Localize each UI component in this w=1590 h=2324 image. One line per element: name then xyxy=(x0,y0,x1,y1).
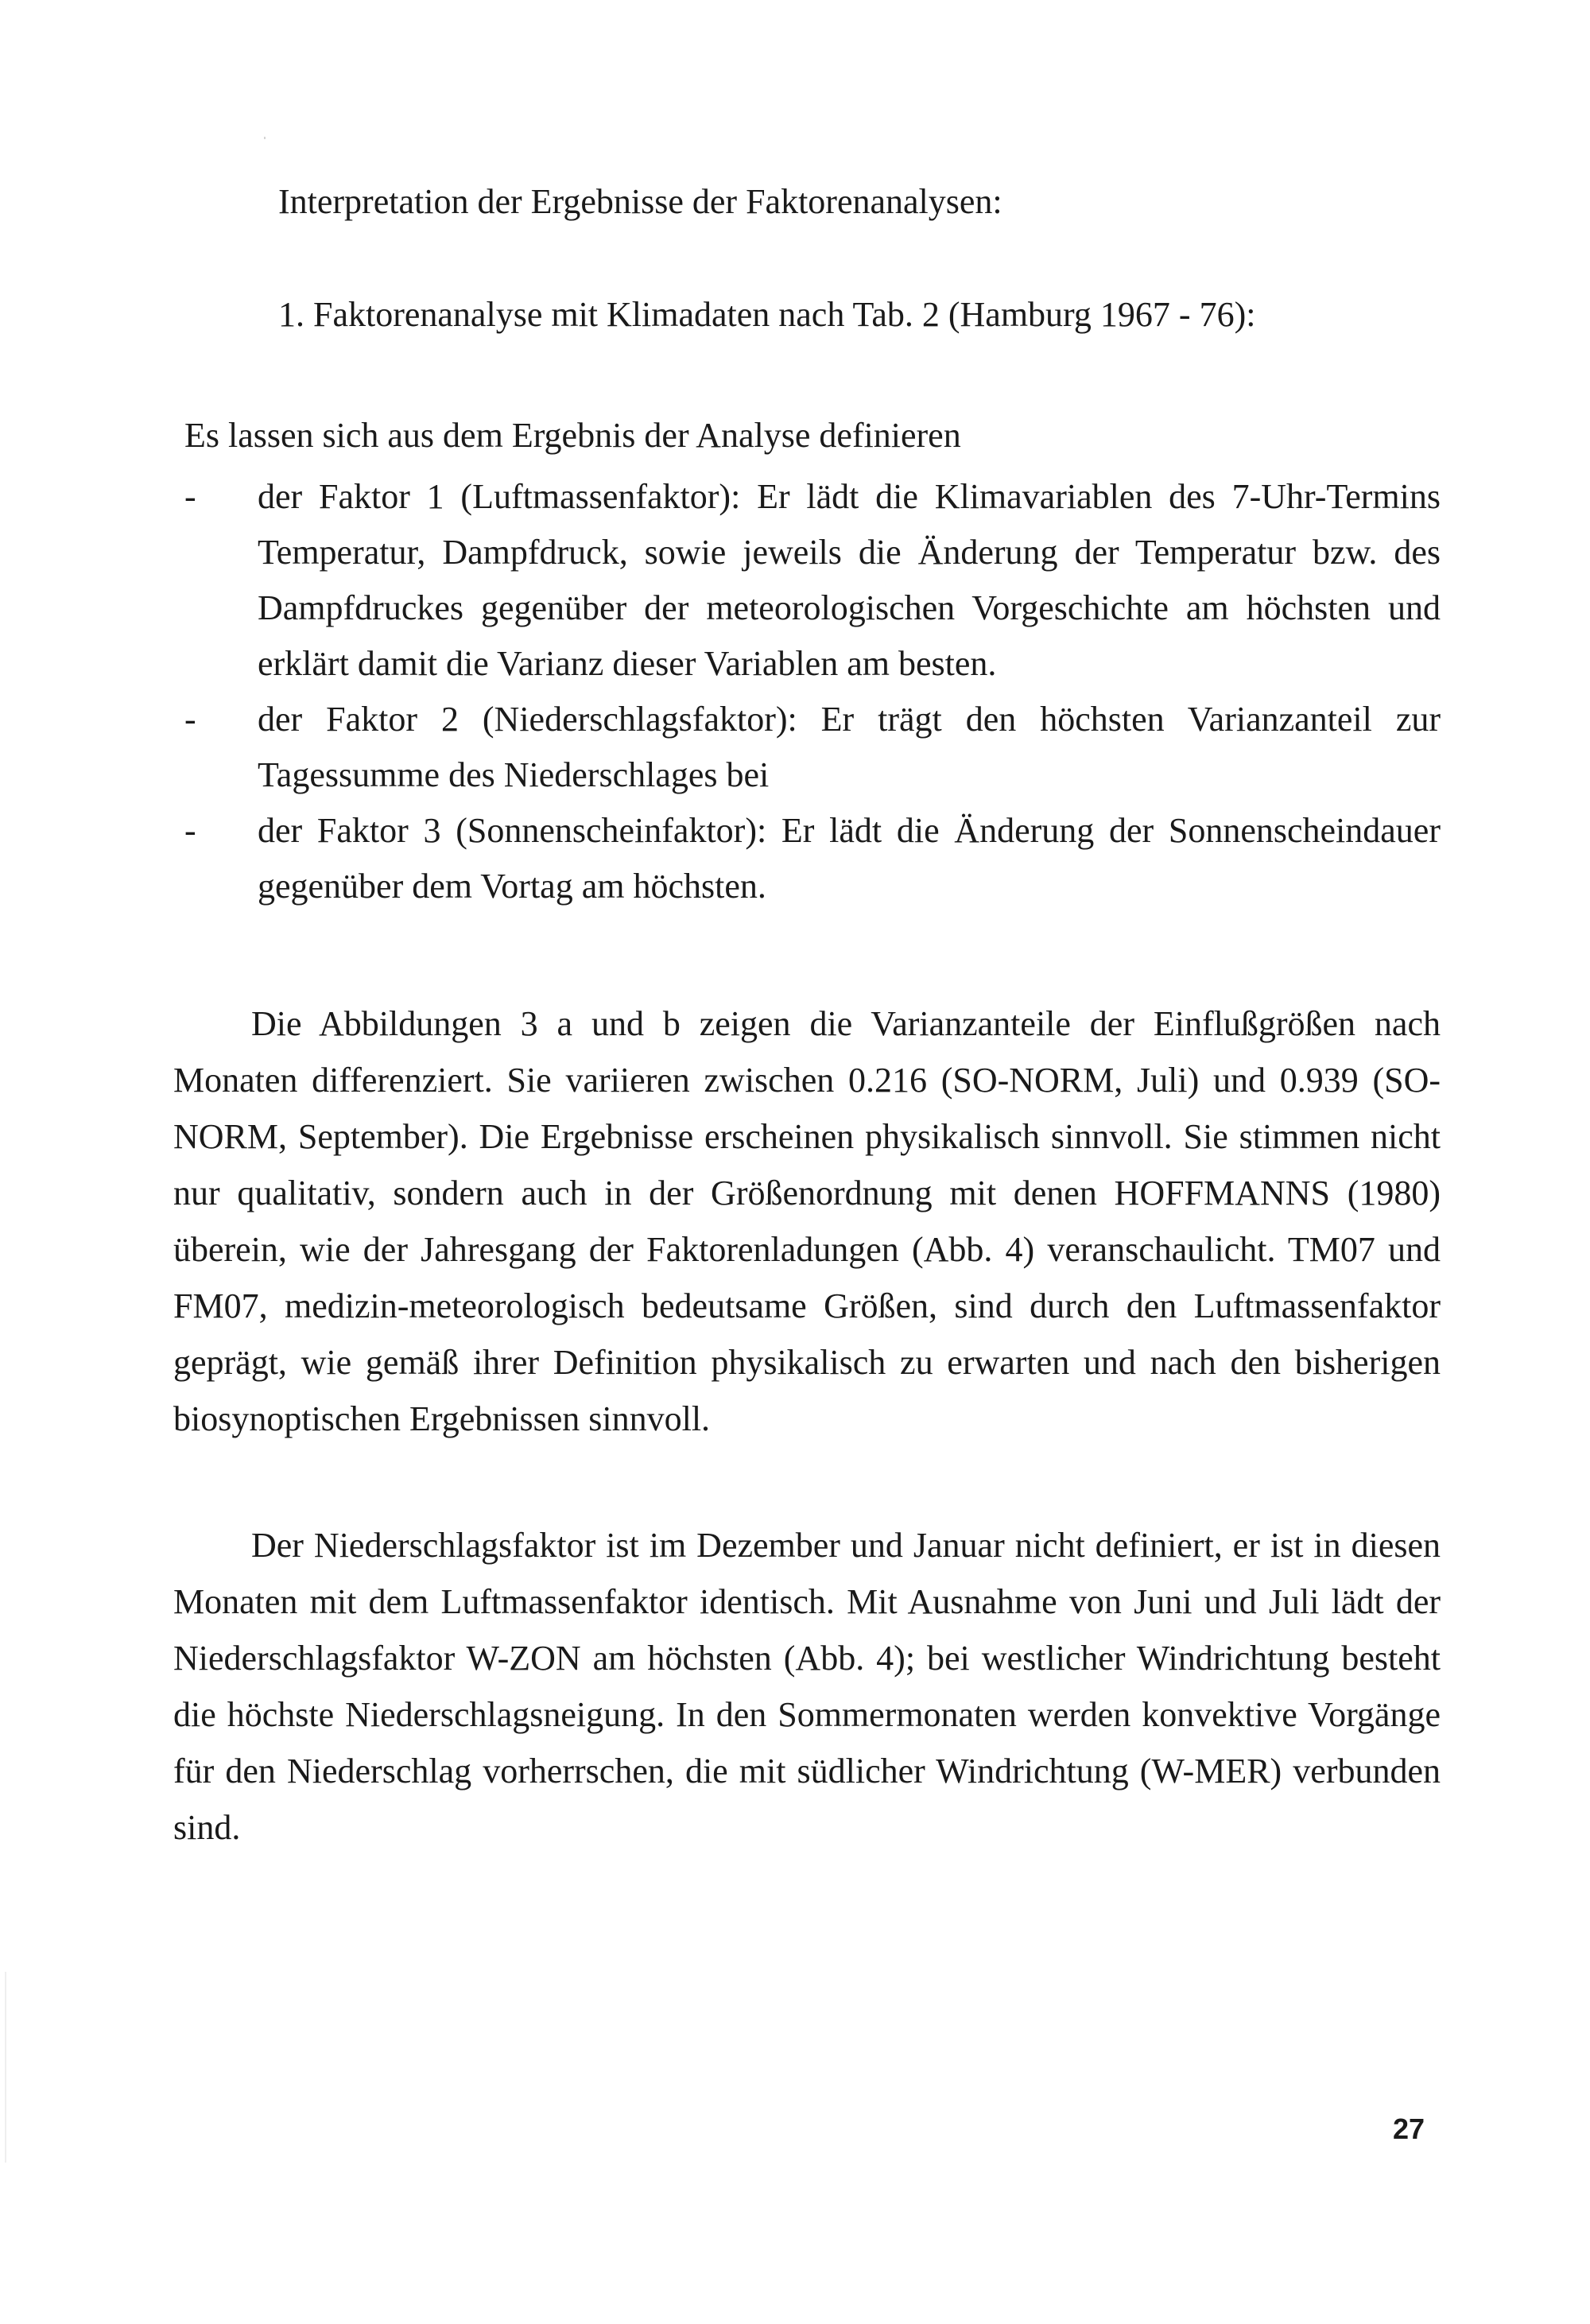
dash-marker: - xyxy=(184,477,196,516)
list-item-factor-2 xyxy=(184,692,1441,803)
scan-artifact xyxy=(264,137,266,139)
dash-marker: - xyxy=(184,811,196,850)
page-number: 27 xyxy=(1393,2113,1425,2145)
dash-marker: - xyxy=(184,700,196,739)
list-item-text: der Faktor 1 (Luftmassenfaktor): Er lädt die Klimavariablen des 7-Uhr-Termins Temperatur, Dampfdruck, sowie jeweils die Änderung der Temperatur bzw. des Dampfdruckes gegenüber der meteorologischen Vorgeschichte am höchsten und erklärt damit die Varianz dieser Variablen am besten. xyxy=(258,477,1441,683)
section-heading: Interpretation der Ergebnisse der Faktorenanalysen: xyxy=(278,182,1002,221)
intro-line: Es lassen sich aus dem Ergebnis der Analyse definieren xyxy=(184,416,961,455)
subsection-heading: 1. Faktorenanalyse mit Klimadaten nach Tab. 2 (Hamburg 1967 - 76): xyxy=(278,295,1256,334)
list-item-factor-1 xyxy=(184,469,1441,692)
list-item-factor-3 xyxy=(184,803,1441,914)
scan-artifact xyxy=(5,1972,6,2163)
list-item-text: der Faktor 3 (Sonnenscheinfaktor): Er lädt die Änderung der Sonnenscheindauer gegenüber dem Vortag am höchsten. xyxy=(258,811,1441,906)
body-paragraph-variance: Die Abbildungen 3 a und b zeigen die Varianzanteile der Einflußgrößen nach Monaten differenziert. Sie variieren zwischen 0.216 (SO-NORM, Juli) und 0.939 (SO-NORM, September). Die Ergebnisse erscheinen physikalisch sinnvoll. Sie stimmen nicht nur qualitativ, sondern auch in der Größenordnung mit denen HOFFMANNS (1980) überein, wie der Jahresgang der Faktorenladungen (Abb. 4) veranschaulicht. TM07 und FM07, medizin-meteorologisch bedeutsame Größen, sind durch den Luftmassenfaktor geprägt, wie gemäß ihrer Definition physikalisch zu erwarten und nach den bisherigen biosynoptischen Ergebnissen sinnvoll. xyxy=(173,1004,1441,1438)
list-item-text: der Faktor 2 (Niederschlagsfaktor): Er trägt den höchsten Varianzanteil zur Tagessumme des Niederschlages bei xyxy=(258,700,1441,794)
body-paragraph-precipitation: Der Niederschlagsfaktor ist im Dezember und Januar nicht definiert, er ist in diesen Monaten mit dem Luftmassenfaktor identisch. Mit Ausnahme von Juni und Juli lädt der Niederschlagsfaktor W-ZON am höchsten (Abb. 4); bei westlicher Windrichtung besteht die höchste Niederschlagsneigung. In den Sommermonaten werden konvektive Vorgänge für den Niederschlag vorherrschen, die mit südlicher Windrichtung (W-MER) verbunden sind. xyxy=(173,1526,1441,1847)
factor-list xyxy=(184,469,1441,914)
